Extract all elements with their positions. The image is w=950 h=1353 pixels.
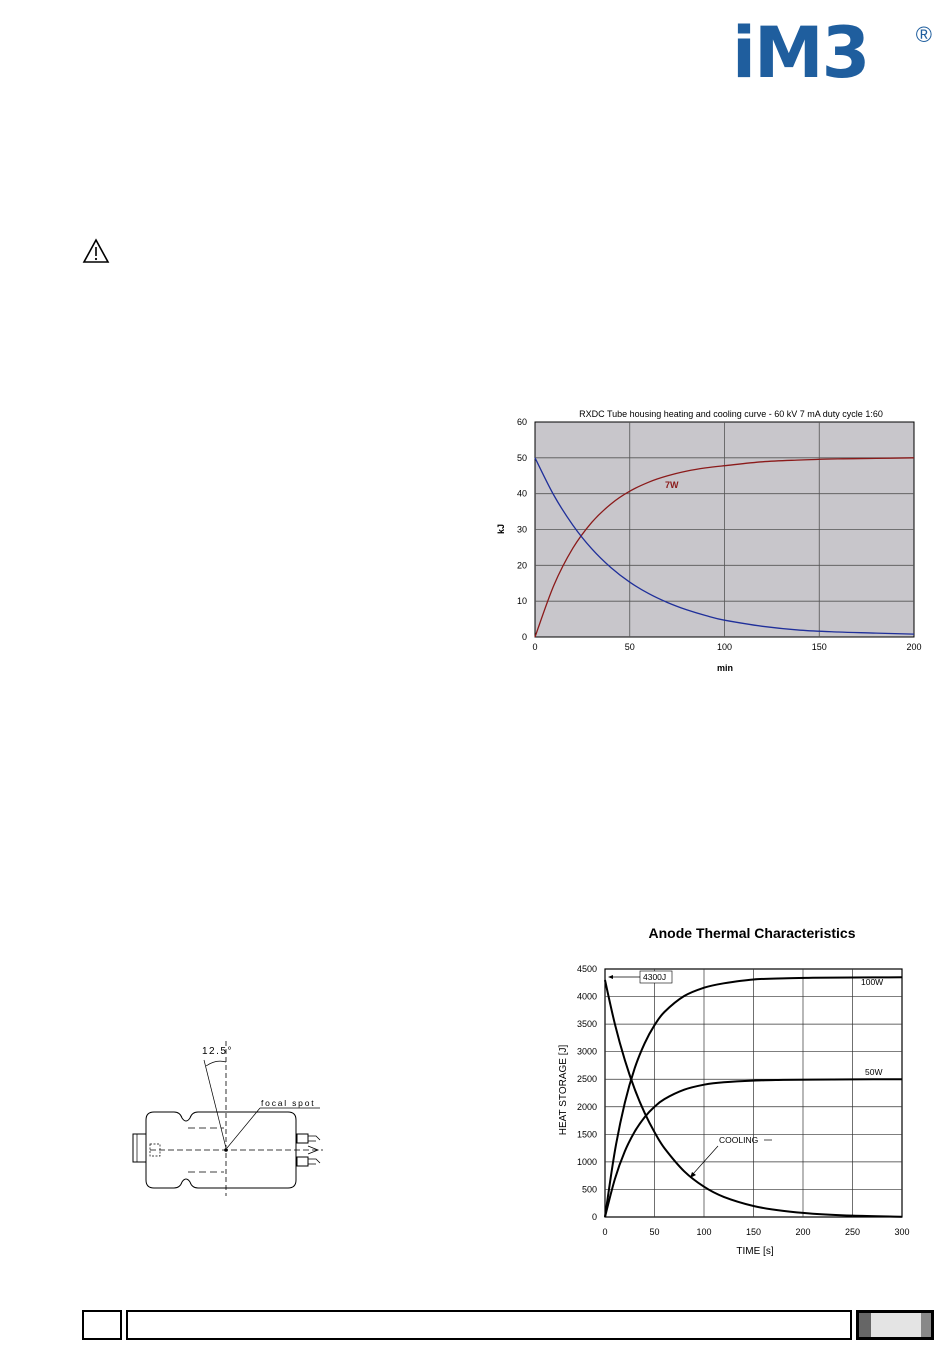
x-tick-label: 0	[602, 1227, 608, 1237]
logo-text: iM3	[732, 12, 869, 94]
footer-right-box	[856, 1310, 934, 1340]
x-tick-label: 100	[696, 1227, 712, 1237]
y-tick-label: 2000	[576, 1101, 597, 1112]
y-tick-label: 3500	[576, 1019, 597, 1030]
chart2-label-cooling: COOLING	[719, 1135, 759, 1145]
chart1-series-label-7w: 7W	[665, 480, 679, 490]
footer-text-box	[126, 1310, 852, 1340]
y-tick-label: 30	[516, 524, 527, 535]
x-tick-label: 50	[624, 642, 635, 652]
x-tick-label: 200	[906, 642, 922, 652]
housing-heating-cooling-chart	[490, 402, 930, 682]
y-tick-label: 4000	[576, 991, 597, 1002]
x-tick-label: 250	[844, 1227, 861, 1237]
x-tick-label: 150	[745, 1227, 762, 1237]
y-tick-label: 3000	[576, 1046, 597, 1057]
chart1-title: RXDC Tube housing heating and cooling curve - 60 kV 7 mA duty cycle 1:60	[579, 409, 883, 419]
chart2-label-100w: 100W	[861, 977, 884, 987]
y-tick-label: 50	[516, 452, 527, 463]
chart1-ylabel: kJ	[496, 523, 506, 535]
im3-logo	[732, 12, 932, 94]
y-tick-label: 2500	[576, 1074, 597, 1085]
chart2-ylabel: HEAT STORAGE [J]	[558, 1044, 569, 1136]
y-tick-label: 0	[591, 1212, 597, 1222]
y-tick-label: 60	[516, 417, 527, 427]
chart2-annotation-4300j: 4300J	[643, 972, 667, 982]
registered-mark: ®	[915, 22, 932, 47]
x-tick-label: 200	[795, 1227, 811, 1237]
chart2-xlabel: TIME [s]	[736, 1246, 774, 1257]
page-footer	[82, 1310, 934, 1342]
tube-outline-drawing	[128, 1036, 328, 1200]
x-tick-label: 100	[716, 642, 733, 652]
x-tick-label: 150	[811, 642, 827, 652]
y-tick-label: 10	[516, 596, 527, 607]
chart2-title: Anode Thermal Characteristics	[648, 925, 856, 941]
x-tick-label: 0	[532, 642, 538, 652]
x-tick-label: 300	[894, 1227, 910, 1237]
chart1-xlabel: min	[716, 663, 734, 673]
x-tick-label: 50	[649, 1227, 660, 1237]
y-tick-label: 500	[581, 1184, 597, 1195]
angle-label: 12.5°	[202, 1046, 233, 1057]
warning-triangle-icon	[82, 238, 110, 264]
y-tick-label: 4500	[576, 964, 597, 974]
y-tick-label: 0	[521, 632, 527, 642]
y-tick-label: 40	[516, 488, 527, 499]
chart2-label-50w: 50W	[865, 1067, 883, 1077]
footer-page-box	[82, 1310, 122, 1340]
anode-thermal-chart	[550, 918, 930, 1268]
focal-spot-label: focal spot	[261, 1098, 316, 1108]
y-tick-label: 20	[516, 560, 527, 571]
y-tick-label: 1500	[576, 1129, 597, 1140]
y-tick-label: 1000	[576, 1156, 597, 1167]
